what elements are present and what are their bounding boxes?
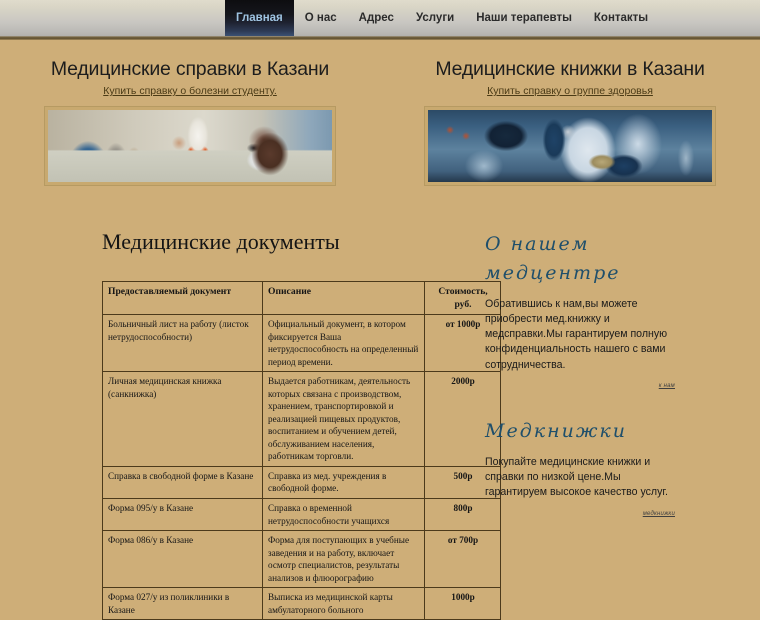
cell-description: Выдается работникам, деятельность которых связана с производством, хранением, транспортировкой и реализацией пищевых продуктов, воспитанием и обучением детей, обслуживанием населения, работникам торговли. [263,372,425,467]
table-header-row [103,282,501,315]
nav-item-nashi-terapevty[interactable] [465,0,583,36]
column-header-cost: Стоимость, руб. [425,282,501,315]
cell-cost: 500р [425,466,501,498]
nav-item-kontakty[interactable] [583,0,659,36]
cell-document: Больничный лист на работу (листок нетрудоспособности) [103,315,263,372]
cell-cost: 1000р [425,588,501,620]
cell-description: Справка о временной нетрудоспособности учащихся [263,498,425,530]
banner-image-lab-technician [45,107,335,185]
table-row [103,531,501,588]
cell-document: Справка в свободной форме в Казане [103,466,263,498]
banner-link-spravka-studentu[interactable]: Купить справку о болезни студенту. [103,85,277,97]
sidebar-link-about[interactable]: к нам [658,382,675,389]
nav-item-label: О нас [304,12,337,24]
cell-description: Официальный документ, в котором фиксируется Ваша нетрудоспособность на определенный период времени. [263,315,425,372]
table-row [103,372,501,467]
table-row [103,588,501,620]
cell-cost: 2000р [425,372,501,467]
cell-description: Выписка из медицинской карты амбулаторного больного [263,588,425,620]
nav-item-glavnaya[interactable] [225,0,294,36]
nav-item-label: Главная [236,12,283,24]
nav-item-uslugi[interactable] [405,0,465,36]
nav-item-label: Контакты [593,12,649,24]
page-title: Медицинские документы [102,229,340,254]
nav-item-label: Адрес [358,12,394,24]
nav-item-adres[interactable] [348,0,405,36]
nav-item-label: Услуги [415,12,455,24]
banner-title: Медицинские книжки в Казани [435,58,705,80]
cell-document: Форма 086/у в Казане [103,531,263,588]
banner-link-spravka-gruppa-zdorovya[interactable]: Купить справку о группе здоровья [487,85,653,97]
table-row [103,498,501,530]
sidebar-link-medknizhki[interactable]: медкнижки [642,510,675,517]
sidebar-block-medknizhki [485,417,675,517]
main-nav [225,0,659,36]
sidebar-heading-about: О нашем медцентре [485,233,621,284]
banner-row [0,48,760,185]
sidebar-heading-medknizhki: Медкнижки [485,419,628,442]
nav-item-label: Наши терапевты [476,12,572,24]
sidebar-block-about [485,230,675,389]
column-header-document: Предоставляемый документ [103,282,263,315]
column-header-description: Описание [263,282,425,315]
cell-document: Форма 095/у в Казане [103,498,263,530]
cell-cost: от 1000р [425,315,501,372]
cell-description: Форма для поступающих в учебные заведения и на работу, включает осмотр специалистов, результаты анализов и флюорографию [263,531,425,588]
cell-description: Справка из мед. учреждения в свободной форме. [263,466,425,498]
medical-documents-table [102,281,501,620]
banner-title: Медицинские справки в Казани [50,58,330,80]
banner-knizhki [380,48,760,185]
table-row [103,315,501,372]
lab-technician-photo [48,110,332,182]
main-column [102,229,488,620]
nav-item-o-nas[interactable] [294,0,348,36]
sidebar-text-medknizhki: Покупайте медицинские книжки и справки по низкой цене.Мы гарантируем высокое качество услуг. [485,456,668,499]
sidebar-text-about: Обратившись к нам,вы можете приобрести мед.книжку и медсправки.Мы гарантируем полную конфиденциальность нашего с вами сотрудничества. [485,298,668,371]
sidebar-column [485,230,675,517]
banner-image-lab-petri-dish [425,107,715,185]
cell-document: Личная медицинская книжка (санкнижка) [103,372,263,467]
cell-cost: от 700р [425,531,501,588]
cell-cost: 800р [425,498,501,530]
lab-petri-dish-photo [428,110,712,182]
banner-spravki [0,48,380,185]
table-row [103,466,501,498]
top-navigation-bar [0,0,760,40]
cell-document: Форма 027/у из поликлиники в Казане [103,588,263,620]
